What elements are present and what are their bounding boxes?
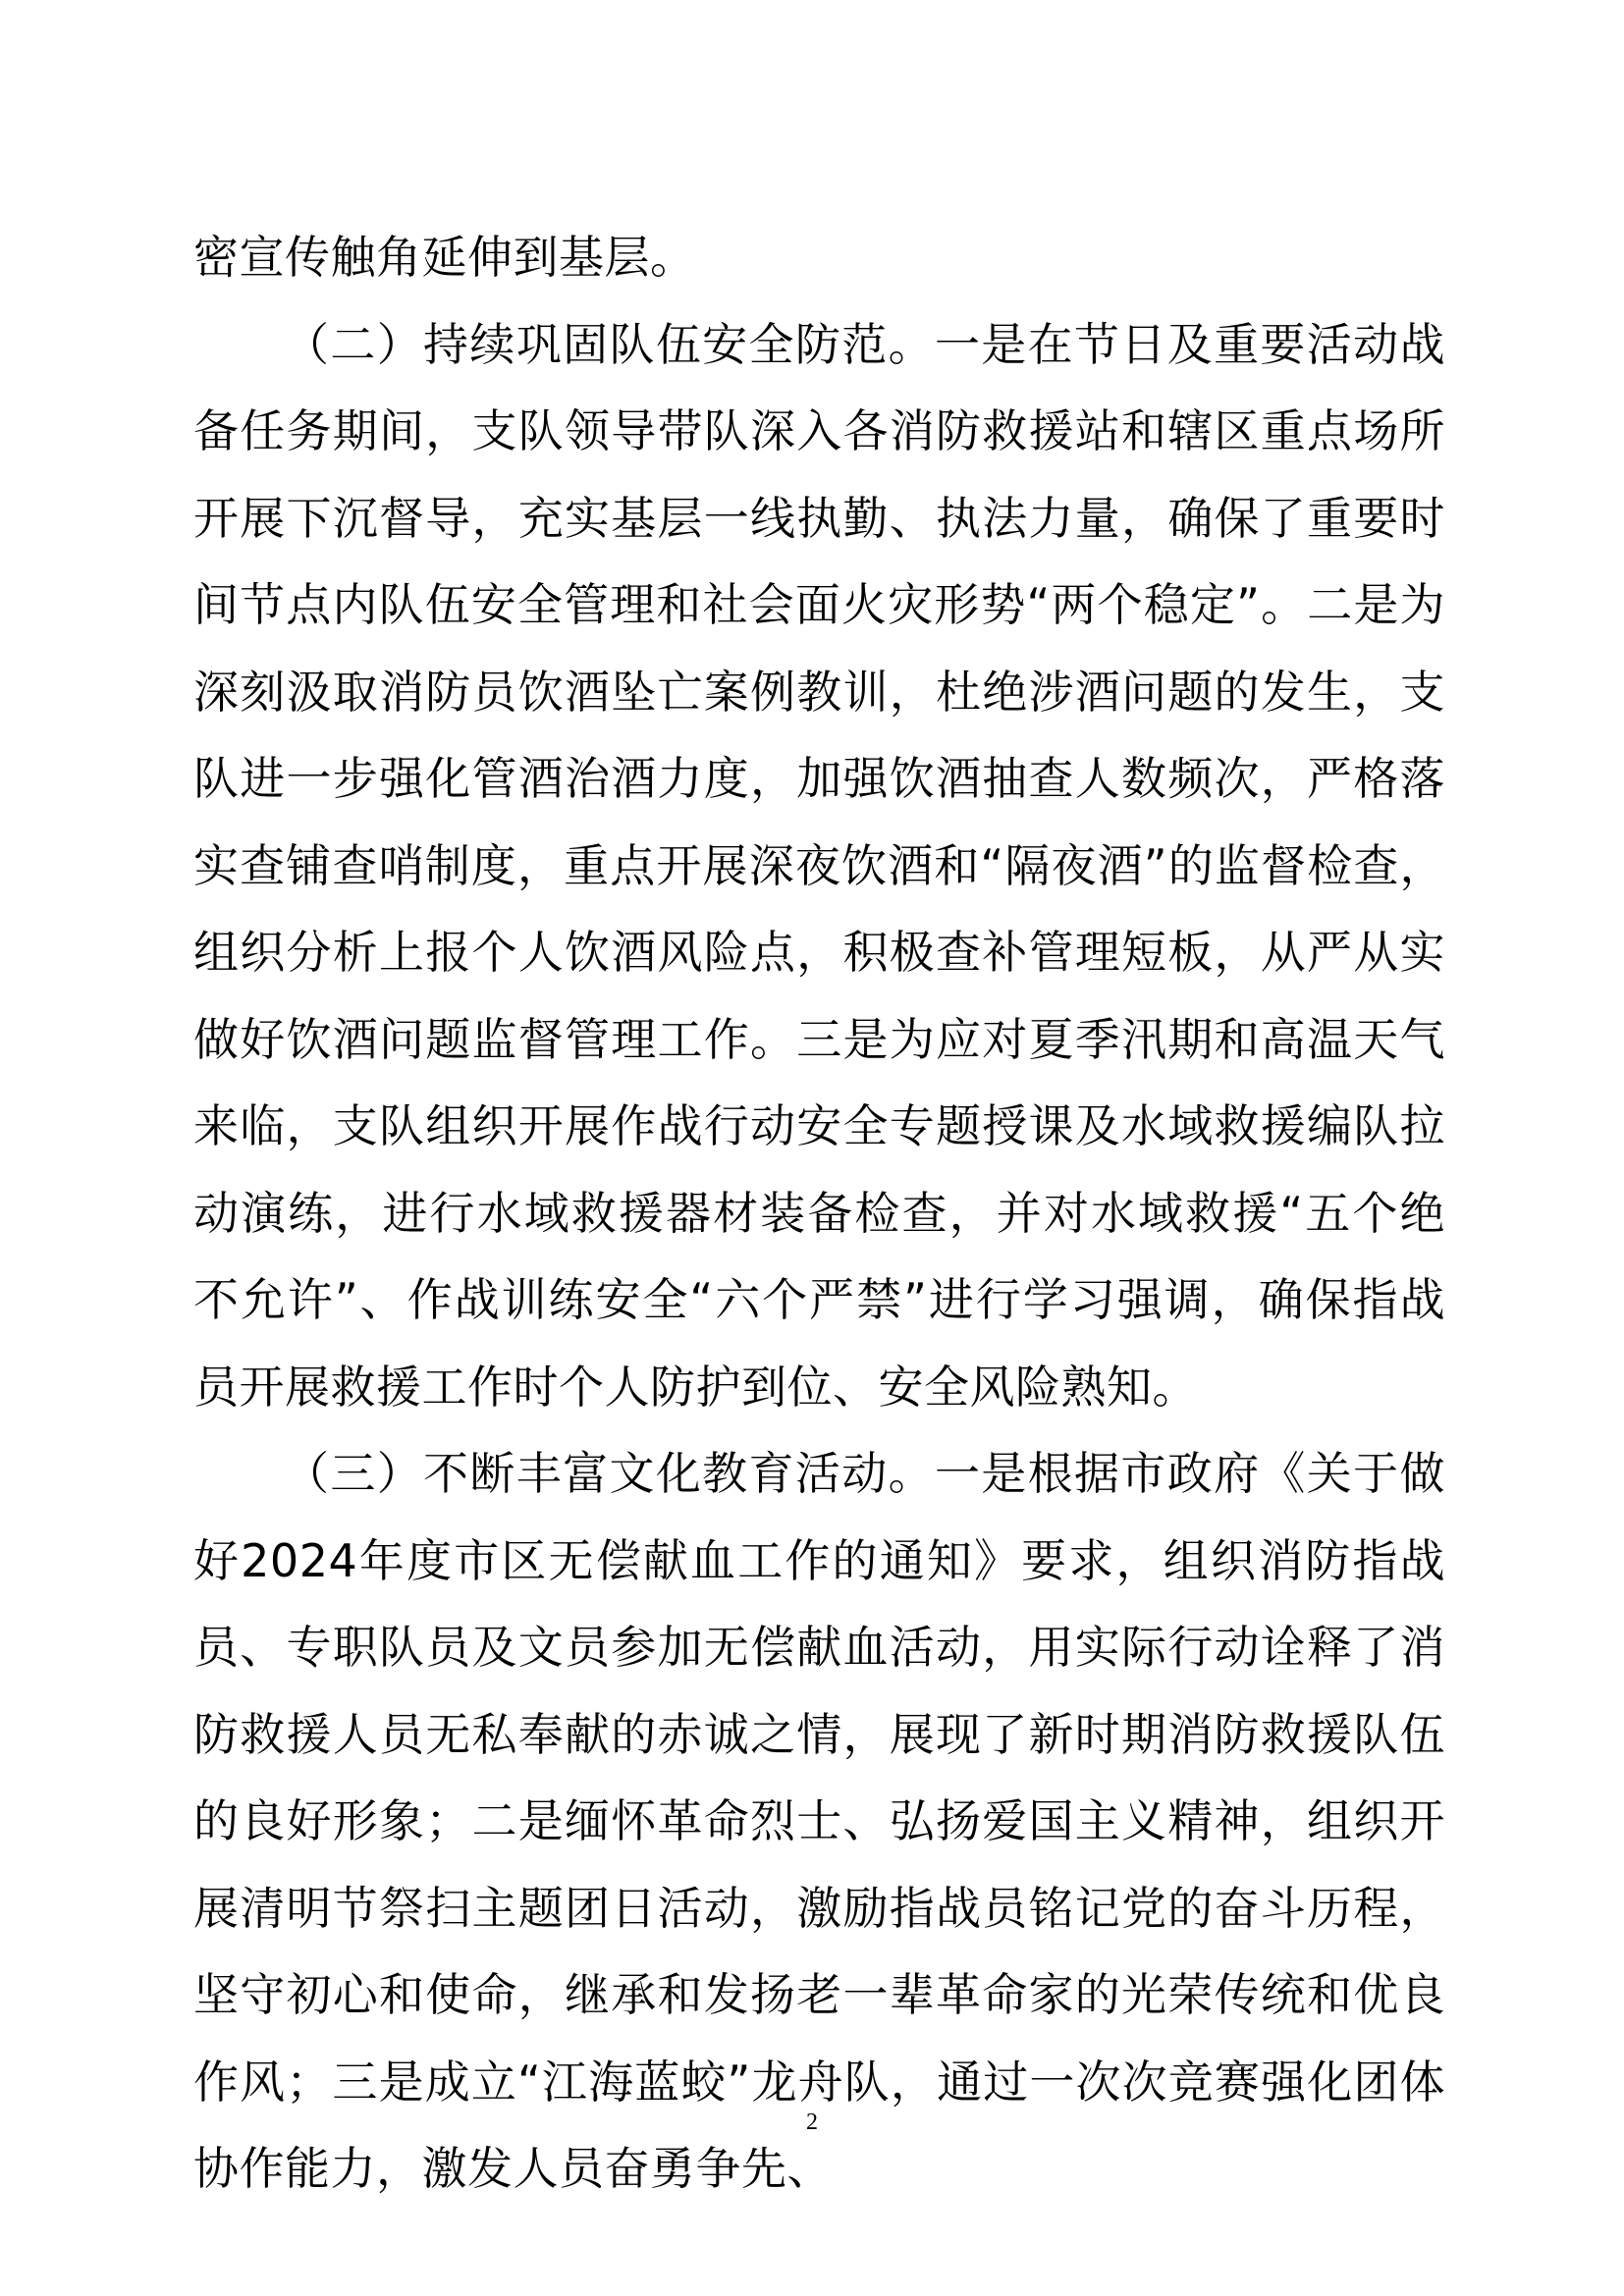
paragraph-section-two: （二）持续巩固队伍安全防范。一是在节日及重要活动战备任务期间，支队领导带队深入各消防救援站和辖区重点场所开展下沉督导，充实基层一线执勤、执法力量，确保了重要时间节点内队伍安全管理和社会面火灾形势“两个稳定”。二是为深刻汲取消防员饮酒坠亡案例教训，杜绝涉酒问题的发生，支队进一步强化管酒治酒力度，加强饮酒抽查人数频次，严格落实查铺查哨制度，重点开展深夜饮酒和“隔夜酒”的监督检查，组织分析上报个人饮酒风险点，积极查补管理短板，从严从实做好饮酒问题监督管理工作。三是为应对夏季汛期和高温天气来临，支队组织开展作战行动安全专题授课及水域救援编队拉动演练，进行水域救援器材装备检查，并对水域救援“五个绝不允许”、作战训练安全“六个严禁”进行学习强调，确保指战员开展救援工作时个人防护到位、安全风险熟知。 <box>193 317 1445 1414</box>
paragraph-section-three: （三）不断丰富文化教育活动。一是根据市政府《关于做好2024年度市区无偿献血工作的通知》要求，组织消防指战员、专职队员及文员参加无偿献血活动，用实际行动诠释了消防救援人员无私奉献的赤诚之情，展现了新时期消防救援队伍的良好形象；二是缅怀革命烈士、弘扬爱国主义精神，组织开展清明节祭扫主题团日活动，激励指战员铭记党的奋斗历程，坚守初心和使命，继承和发扬老一辈革命家的光荣传统和优良作风；三是成立“江海蓝蛟”龙舟队，通过一次次竞赛强化团体协作能力，激发人员奋勇争先、 <box>193 1447 1445 2195</box>
document-body <box>193 214 1445 2213</box>
page-number: 2 <box>806 2109 818 2135</box>
paragraph-continuation: 密宣传触角延伸到基层。 <box>193 231 696 284</box>
